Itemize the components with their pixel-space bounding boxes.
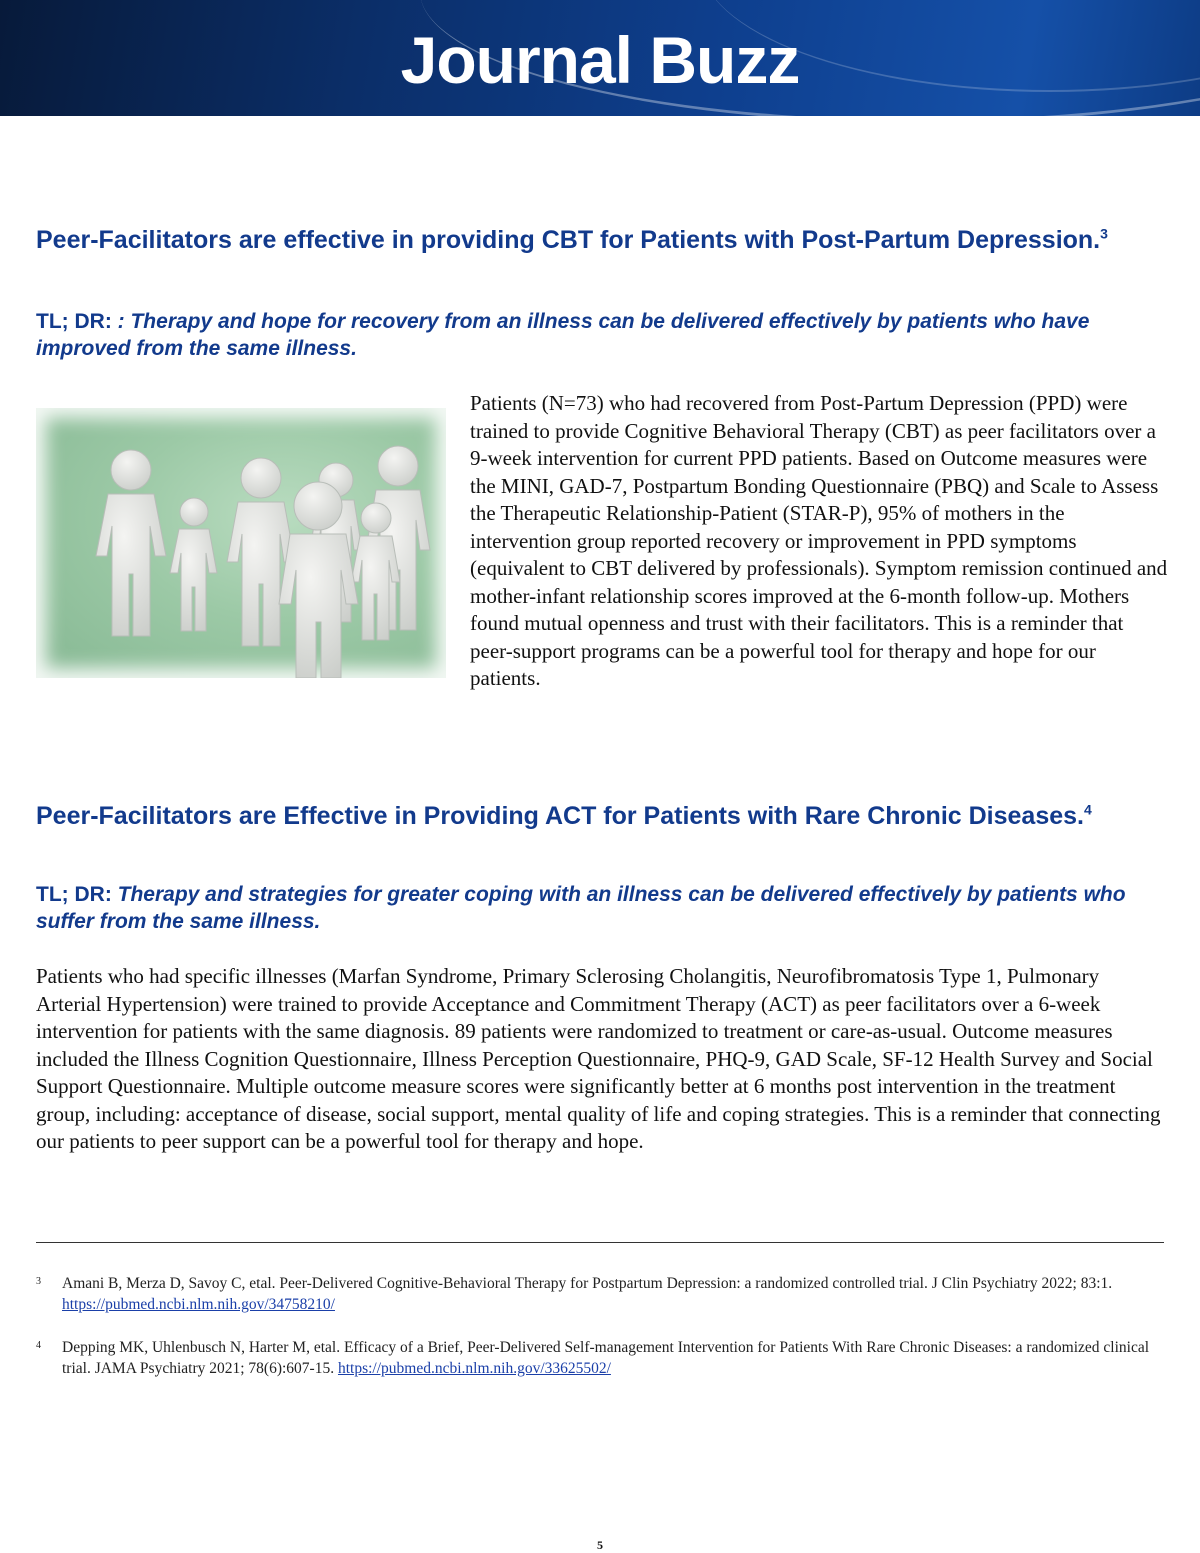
article-2-title-text: Peer-Facilitators are Effective in Providing ACT for Patients with Rare Chronic Diseases. bbox=[36, 802, 1084, 830]
header-banner bbox=[0, 0, 1200, 116]
article-1-tldr-text: : Therapy and hope for recovery from an illness can be delivered effectively by patients who have improved from the same illness. bbox=[36, 310, 1090, 360]
footnote-4 bbox=[36, 1337, 1164, 1379]
paper-people-figures-image bbox=[36, 408, 446, 678]
article-1-tldr bbox=[36, 308, 1166, 362]
article-2-ref: 4 bbox=[1084, 801, 1092, 818]
footnote-4-link[interactable]: https://pubmed.ncbi.nlm.nih.gov/33625502/ bbox=[337, 1360, 611, 1377]
article-2-tldr-text: Therapy and strategies for greater coping with an illness can be delivered effectively by patients who suffer from the same illness. bbox=[36, 883, 1126, 933]
article-2-title bbox=[36, 802, 1166, 830]
article-2-tldr bbox=[36, 881, 1166, 935]
footnote-4-number: 4 bbox=[36, 1340, 41, 1351]
peer-figures-photo bbox=[36, 408, 446, 678]
footnote-3-text: Amani B, Merza D, Savoy C, etal. Peer-Delivered Cognitive-Behavioral Therapy for Postpartum Depression: a randomized controlled trial. J Clin Psychiatry 2022; 83:1. bbox=[62, 1275, 1113, 1292]
footnote-divider bbox=[36, 1242, 1164, 1243]
footnote-3-link[interactable]: https://pubmed.ncbi.nlm.nih.gov/34758210/ bbox=[62, 1296, 335, 1313]
article-1-body: Patients (N=73) who had recovered from Post-Partum Depression (PPD) were trained to provide Cognitive Behavioral Therapy (CBT) as peer facilitators over a 9-week intervention for current PPD patients. Based on Outcome measures were the MINI, GAD-7, Postpartum Bonding Questionnaire (PBQ) and Scale to Assess the Therapeutic Relationship-Patient (STAR-P), 95% of mothers in the intervention group reported recovery or improvement in PPD symptoms (equivalent to CBT delivered by professionals). Symptom remission continued and mother-infant relationship scores improved at the 6-month follow-up. Mothers found mutual openness and trust with their facilitators. This is a reminder that peer-support programs can be a powerful tool for therapy and hope for our patients. bbox=[470, 391, 1168, 690]
article-1-title bbox=[36, 226, 1166, 254]
article-1-title-text: Peer-Facilitators are effective in providing CBT for Patients with Post-Partum Depression. bbox=[36, 226, 1101, 254]
article-2-body: Patients who had specific illnesses (Marfan Syndrome, Primary Sclerosing Cholangitis, Neurofibromatosis Type 1, Pulmonary Arterial Hypertension) were trained to provide Acceptance and Commitment Therapy (ACT) as peer facilitators over a 6-week intervention for patients with the same diagnosis. 89 patients were randomized to treatment or care-as-usual. Outcome measures included the Illness Cognition Questionnaire, Illness Perception Questionnaire, PHQ-9, GAD Scale, SF-12 Health Survey and Social Support Questionnaire. Multiple outcome measure scores were significantly better at 6 months post intervention in the treatment group, including: acceptance of disease, social support, mental quality of life and coping strategies. This is a reminder that connecting our patients to peer support can be a powerful tool for therapy and hope. bbox=[36, 964, 1161, 1153]
footnote-3 bbox=[36, 1273, 1164, 1315]
page-number: 5 bbox=[597, 1538, 603, 1552]
banner-title: Journal Buzz bbox=[400, 23, 800, 97]
footnote-3-number: 3 bbox=[36, 1276, 41, 1287]
article-2-tldr-label: TL; DR: bbox=[36, 883, 112, 906]
article-1-tldr-label: TL; DR: bbox=[36, 310, 112, 333]
article-1-ref: 3 bbox=[1100, 225, 1108, 242]
footnote-4-text: Depping MK, Uhlenbusch N, Harter M, etal. Efficacy of a Brief, Peer-Delivered Self-management Intervention for Patients With Rare Chronic Diseases: a randomized clinical trial. JAMA Psychiatry 2021; 78(6):607-15. bbox=[62, 1339, 1150, 1377]
